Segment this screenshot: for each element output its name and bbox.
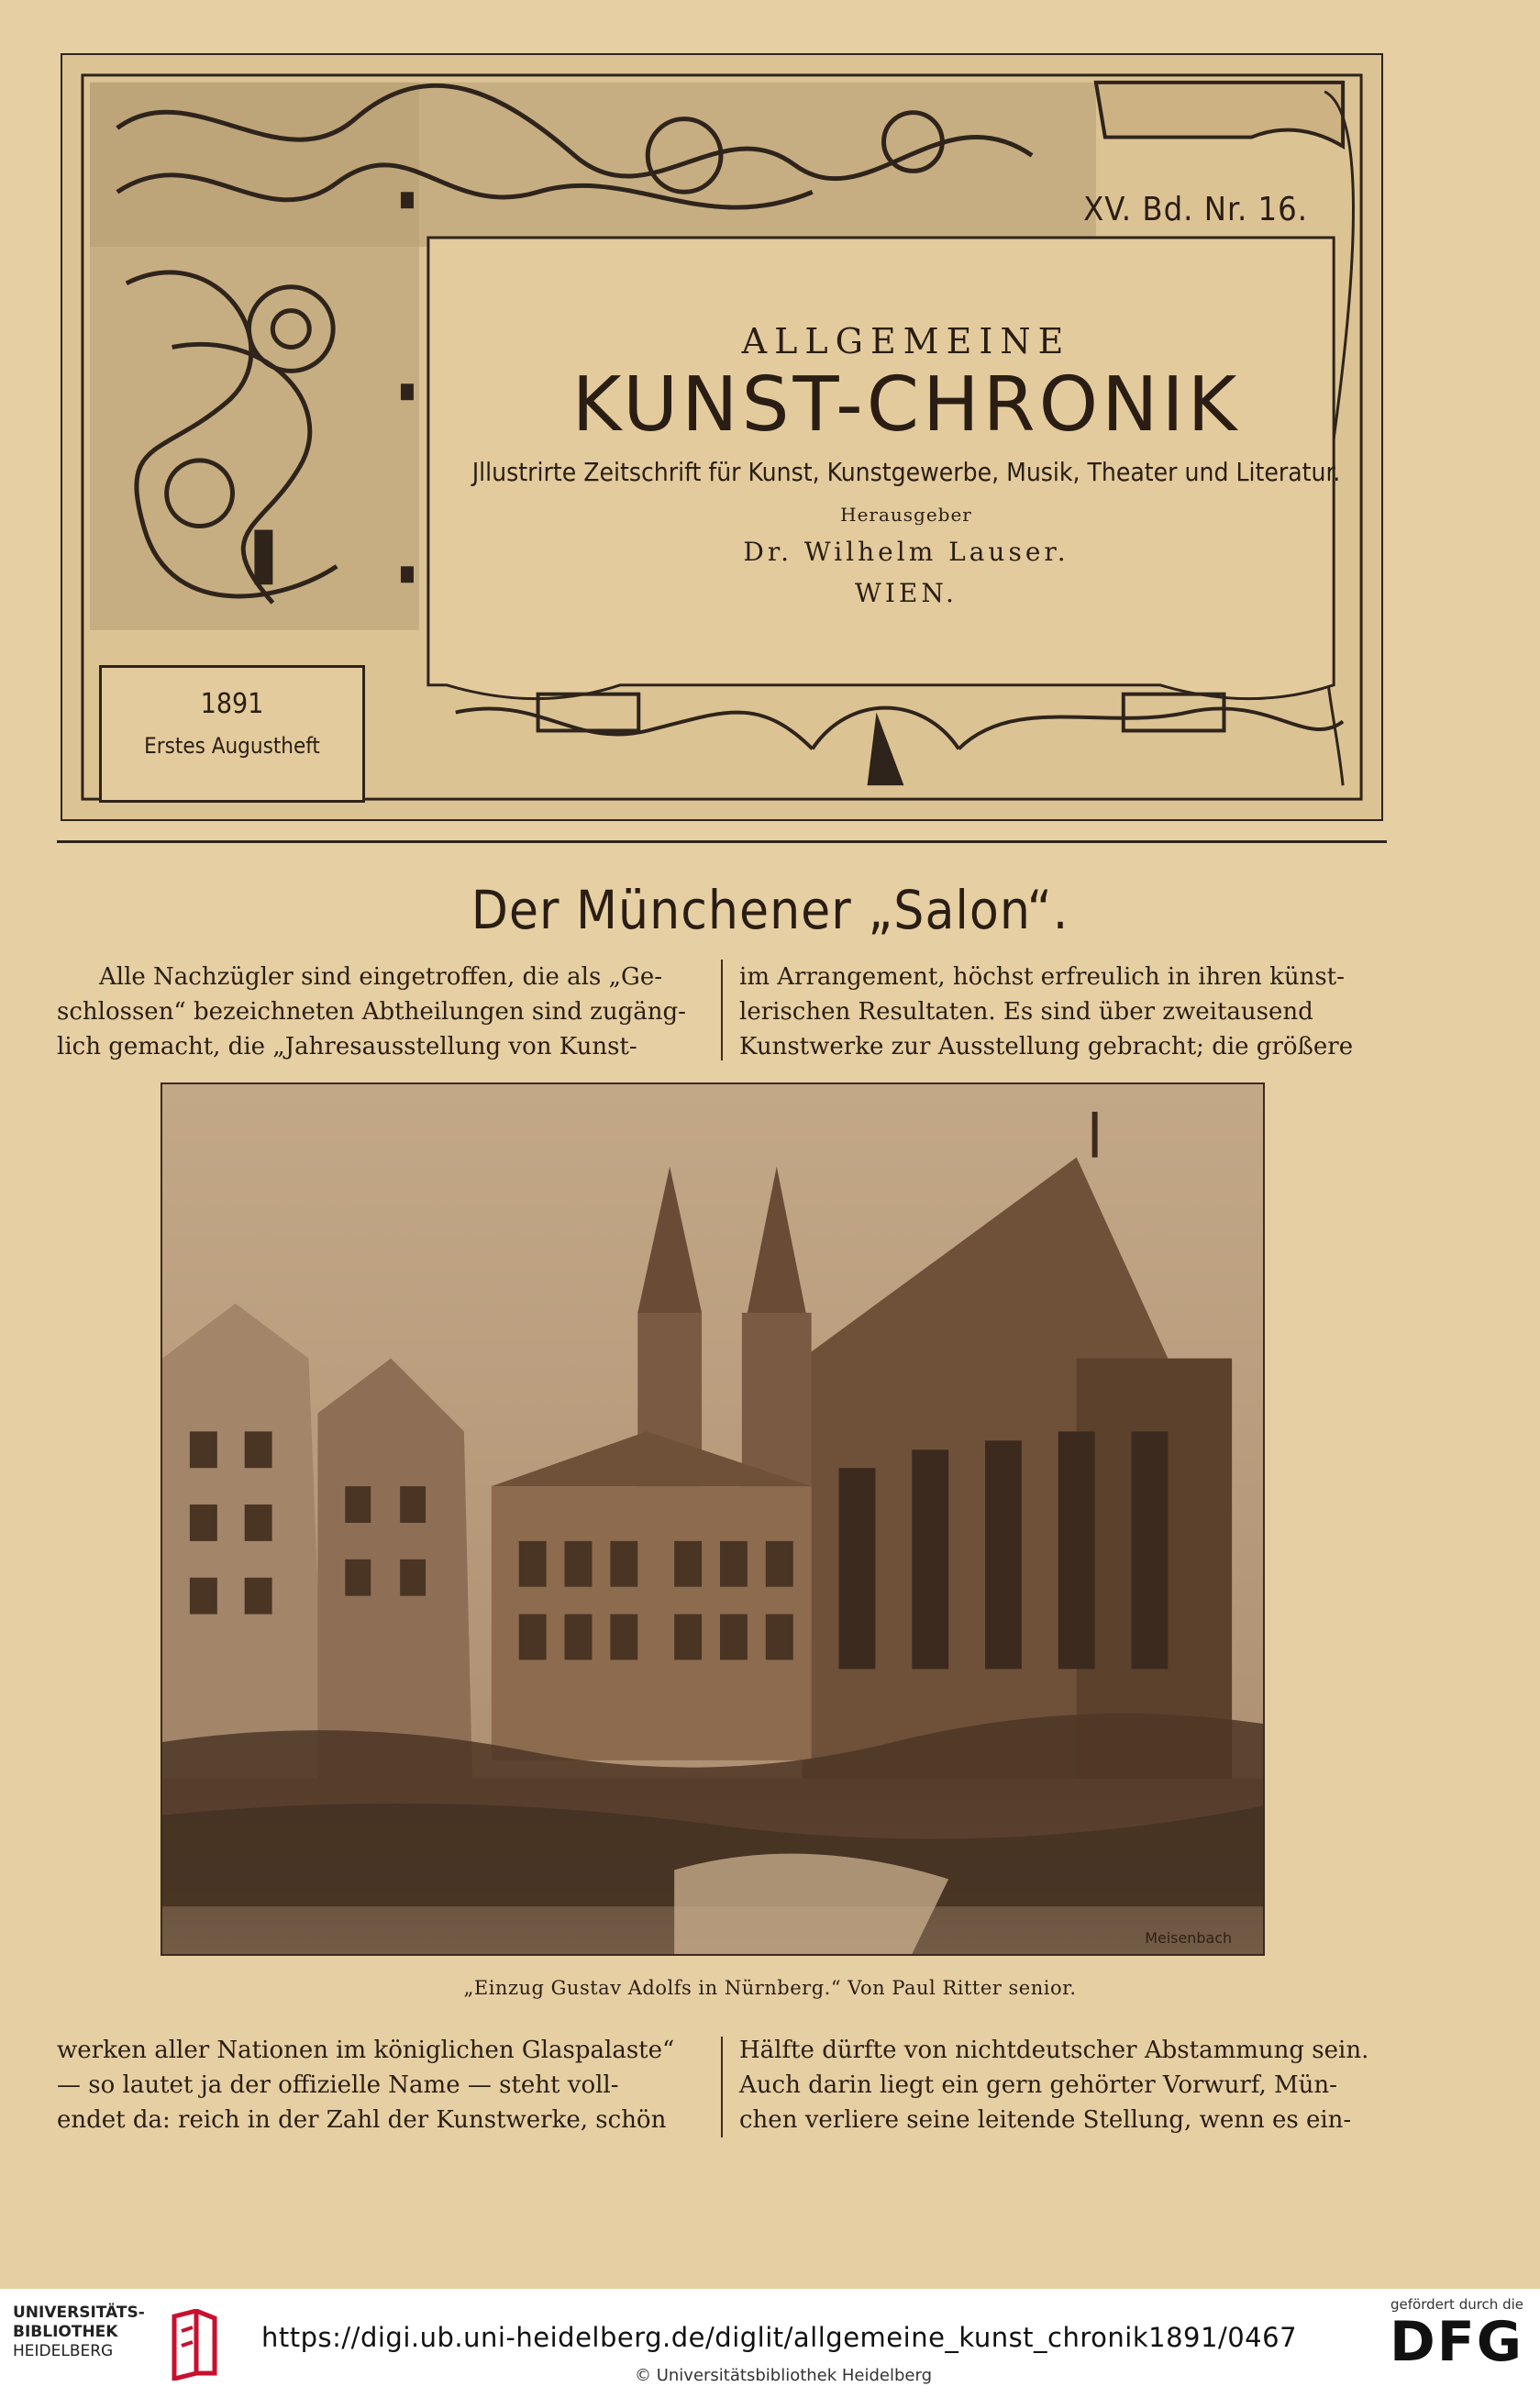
issue-date-box [99, 665, 365, 803]
viewer-footer [0, 2289, 1540, 2398]
text-line: Alle Nachzügler sind eingetroffen, die als „Ge- [99, 963, 662, 991]
volume-number: XV. Bd. Nr. 16. [1083, 191, 1308, 228]
issue-name: Erstes Augustheft [144, 733, 320, 759]
editor-name: Dr. Wilhelm Lauser. [743, 537, 1069, 567]
library-name-line3: HEIDELBERG [13, 2342, 114, 2360]
dfg-logo-text: DFG [1389, 2310, 1523, 2374]
funder-label: gefördert durch die [1390, 2296, 1523, 2313]
text-line: lerischen Resultaten. Es sind über zweitausend [739, 998, 1313, 1026]
permalink-url[interactable]: https://digi.ub.uni-heidelberg.de/diglit/allgemeine_kunst_chronik1891/0467 [261, 2322, 1298, 2353]
text-line: — so lautet ja der offizielle Name — steht voll- [57, 2071, 619, 2099]
illustration-nuremberg-square [161, 1082, 1265, 1956]
text-line: Hälfte dürfte von nichtdeutscher Abstammung sein. [739, 2037, 1369, 2064]
journal-title: KUNST-CHRONIK [571, 361, 1241, 449]
header-rule [57, 840, 1387, 843]
issue-year: 1891 [200, 688, 264, 720]
text-line: endet da: reich in der Zahl der Kunstwerke, schön [57, 2106, 667, 2134]
library-name-line1: UNIVERSITÄTS- [13, 2304, 145, 2322]
text-column-right-top [739, 960, 1387, 1064]
text-column-left-bottom [57, 2033, 704, 2137]
engraver-signature: Meisenbach [1145, 1929, 1233, 1948]
title-panel [438, 295, 1374, 727]
text-line: Auch darin liegt ein gern gehörter Vorwurf, Mün- [739, 2071, 1337, 2099]
funder-logo[interactable] [1386, 2296, 1523, 2392]
masthead-kicker: ALLGEMEINE [741, 321, 1071, 361]
article-title: Der Münchener „Salon“. [471, 879, 1069, 941]
text-line: lich gemacht, die „Jahresausstellung von Kunst- [57, 1033, 637, 1060]
copyright-notice: © Universitätsbibliothek Heidelberg [635, 2366, 933, 2385]
column-divider [721, 960, 723, 1060]
publication-city: WIEN. [855, 578, 958, 608]
publisher-label: Herausgeber [840, 504, 972, 526]
text-line: Kunstwerke zur Ausstellung gebracht; die größere [739, 1033, 1354, 1060]
engraving-image [162, 1084, 1263, 1954]
figure-caption: „Einzug Gustav Adolfs in Nürnberg.“ Von Paul Ritter senior. [463, 1977, 1077, 1999]
text-line: schlossen“ bezeichneten Abtheilungen sind zugäng- [57, 998, 686, 1026]
book-logo-icon [169, 2309, 220, 2381]
text-column-right-bottom [739, 2033, 1387, 2137]
masthead-ornament-frame [61, 53, 1383, 821]
library-name-line2: BIBLIOTHEK [13, 2323, 118, 2341]
journal-subtitle: Jllustrirte Zeitschrift für Kunst, Kunstgewerbe, Musik, Theater und Literatur. [471, 457, 1341, 487]
text-line: im Arrangement, höchst erfreulich in ihren künst- [739, 963, 1345, 991]
text-column-left-top [57, 960, 704, 1064]
university-library-logo[interactable] [13, 2304, 201, 2384]
column-divider [721, 2037, 723, 2137]
text-line: werken aller Nationen im königlichen Glaspalaste“ [57, 2037, 675, 2064]
text-line: chen verliere seine leitende Stellung, wenn es ein- [739, 2106, 1352, 2134]
